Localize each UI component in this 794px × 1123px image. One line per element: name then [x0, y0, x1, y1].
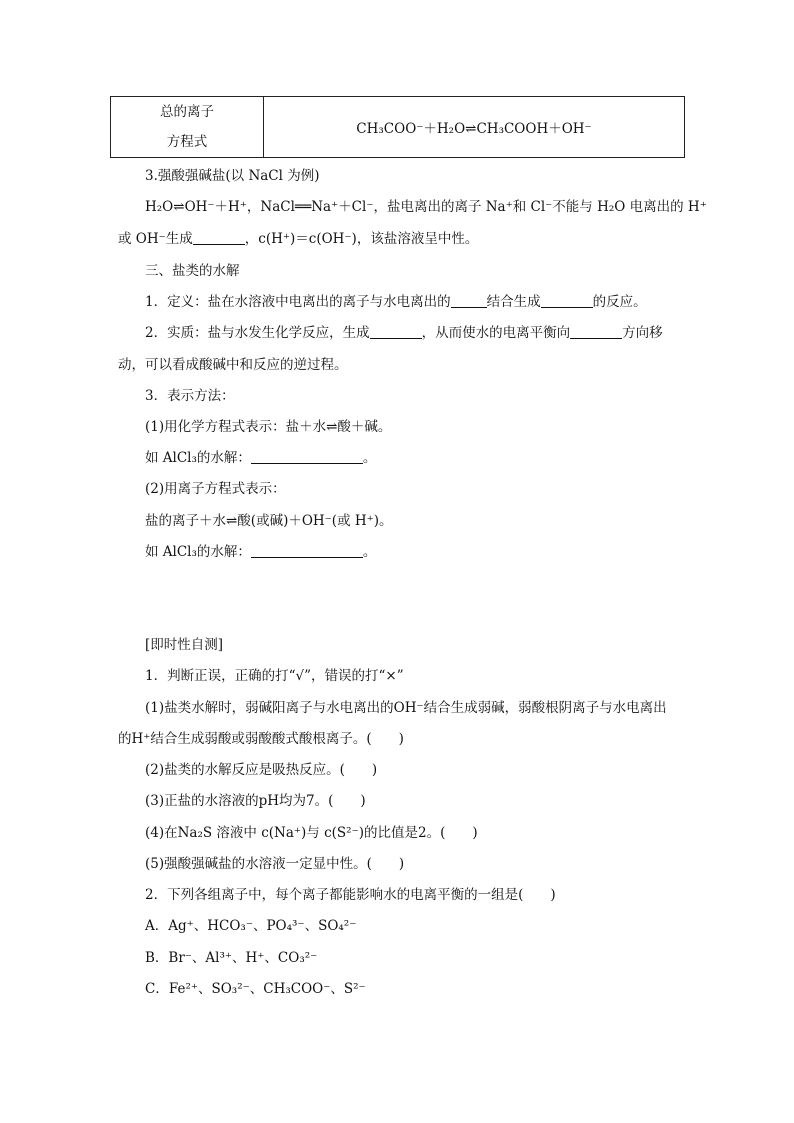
method-ionic-equation: (2)用离子方程式表示：: [145, 481, 286, 497]
answer-blank[interactable]: [251, 543, 363, 558]
definition-line: 1．定义：盐在水溶液中电离出的离子与水电离出的 结合生成 的反应。: [145, 294, 647, 310]
alcl3-example-1: 如 AlCl₃的水解： 。: [145, 450, 377, 466]
table-equation-cell: CH₃COO⁻＋H₂O⇌CH₃COOH＋OH⁻: [264, 97, 685, 158]
question-2: 2．下列各组离子中，每个离子都能影响水的电离平衡的一组是( ): [145, 887, 556, 903]
option-c[interactable]: C．Fe²⁺、SO₃²⁻、CH₃COO⁻、S²⁻: [145, 981, 366, 997]
answer-blank[interactable]: [251, 449, 363, 464]
question-1-3: (3)正盐的水溶液的pH均为7。( ): [145, 793, 366, 809]
answer-blank[interactable]: [451, 293, 487, 308]
answer-blank[interactable]: [541, 293, 593, 308]
question-1-2: (2)盐类的水解反应是吸热反应。( ): [145, 762, 378, 778]
question-1-4: (4)在Na₂S 溶液中 c(Na⁺)与 c(S²⁻)的比值是2。( ): [145, 825, 478, 841]
nacl-line-2: 或 OH⁻生成 ，c(H⁺)＝c(OH⁻)，该盐溶液呈中性。: [118, 231, 479, 247]
ionic-general-form: 盐的离子＋水⇌酸(或碱)＋OH⁻(或 H⁺)。: [145, 513, 393, 529]
self-test-heading: [即时性自测]: [145, 637, 224, 653]
representation-heading: 3．表示方法：: [145, 388, 235, 404]
question-1: 1．判断正误，正确的打“√”，错误的打“×”: [145, 668, 404, 684]
question-1-5: (5)强酸强碱盐的水溶液一定显中性。( ): [145, 856, 405, 872]
method-chemical-equation: (1)用化学方程式表示：盐＋水⇌酸＋碱。: [145, 419, 392, 435]
salt-hydrolysis-heading: 三、盐类的水解: [145, 263, 240, 279]
strong-acid-base-salt-heading: 3.强酸强碱盐(以 NaCl 为例): [145, 168, 320, 184]
option-b[interactable]: B．Br⁻、Al³⁺、H⁺、CO₃²⁻: [145, 950, 318, 966]
table-label-cell: [111, 97, 264, 158]
essence-line-2: 动，可以看成酸碱中和反应的逆过程。: [118, 357, 348, 373]
question-1-1-line-2: 的H⁺结合生成弱酸或弱酸酸式酸根离子。( ): [118, 731, 404, 747]
table-label-line1: 总的离子: [160, 104, 214, 120]
option-a[interactable]: A．Ag⁺、HCO₃⁻、PO₄³⁻、SO₄²⁻: [145, 918, 357, 934]
essence-line-1: 2．实质：盐与水发生化学反应，生成 ，从而使水的电离平衡向 方向移: [145, 325, 663, 341]
nacl-line-1: H₂O⇌OH⁻＋H⁺，NaCl══Na⁺＋Cl⁻，盐电离出的离子 Na⁺和 Cl⁻不能与 H₂O 电离出的 H⁺: [145, 199, 707, 215]
table-label-line2: 方程式: [166, 134, 208, 150]
alcl3-example-2: 如 AlCl₃的水解： 。: [145, 544, 377, 560]
ionic-equation-table: [110, 96, 685, 158]
answer-blank[interactable]: [570, 324, 622, 339]
answer-blank[interactable]: [193, 230, 245, 245]
question-1-1-line-1: (1)盐类水解时，弱碱阳离子与水电离出的OH⁻结合生成弱碱，弱酸根阴离子与水电离出: [145, 700, 667, 716]
answer-blank[interactable]: [370, 324, 422, 339]
